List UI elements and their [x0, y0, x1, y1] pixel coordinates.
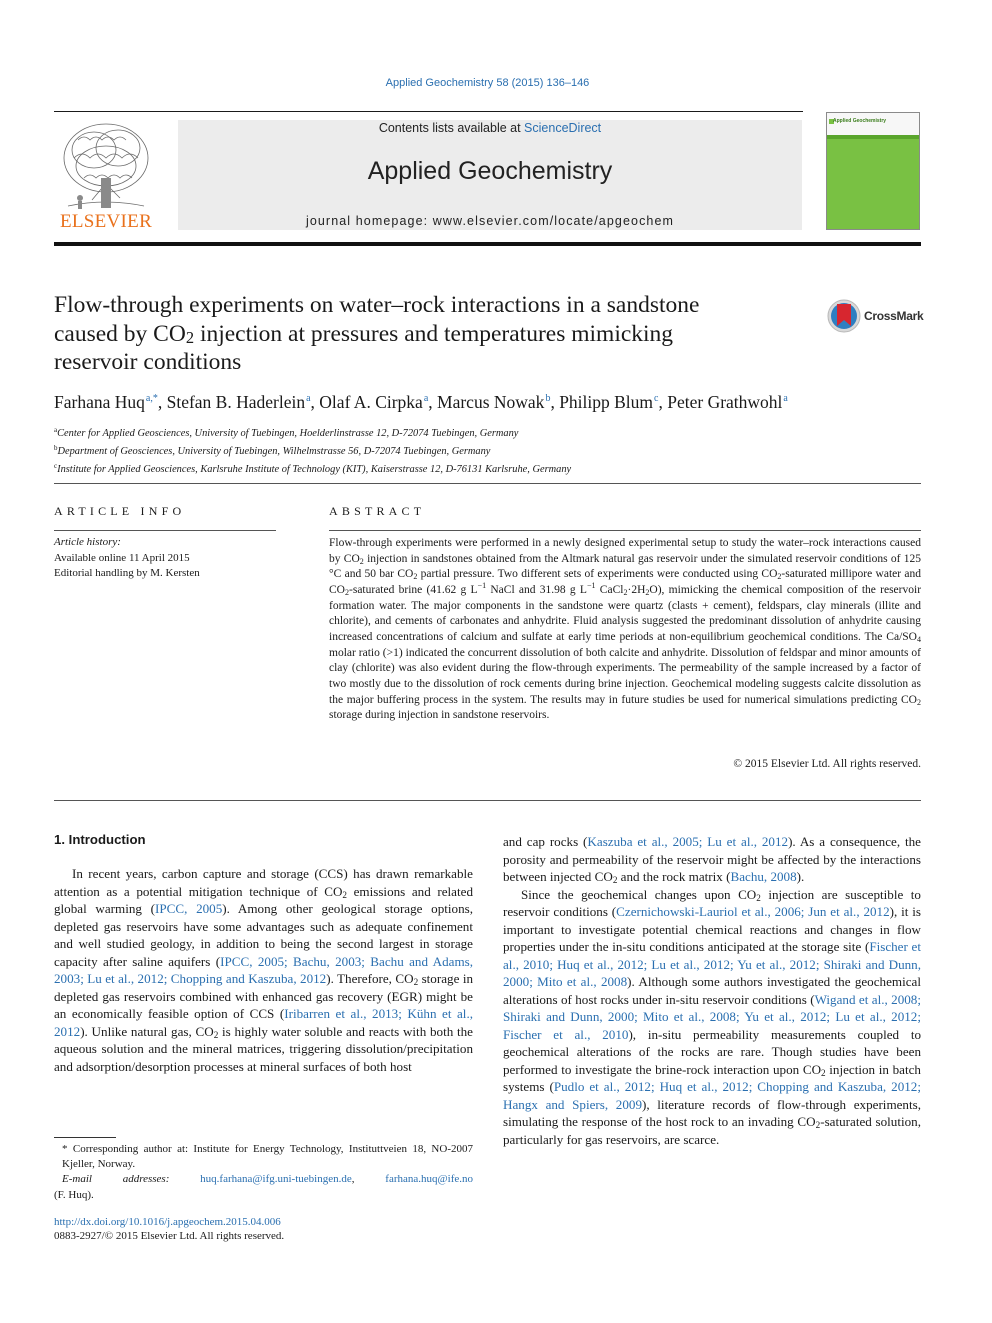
- abstract-text: Flow-through experiments were performed in a newly designed experimental setup to study the water–rock interactions caused by $CO_2$ injection in sandstones obtained from the Altmark natural gas reservoir under the simulated reservoir conditions of 125 °C and 50 bar $CO_2$ partial pressure. Two different sets of experiments were conducted using $CO_2$-saturated millipore water and $CO_2$-saturated brine (41.62 g $L^{-1}$ NaCl and 31.98 g $L^{-1}$ $CaCl_2\cdot 2H_2O$), mimicking the chemical composition of the reservoir formation water. The major components in the sandstone were quartz (clasts + cement), feldspars, clay minerals (illite and chlorite), and cements of carbonates and anhydrite. Fluid analysis suggested the predominant dissolution of anhydrite causing increased concentrations of calcium and sulfate at early time periods at non-equilibrium geochemical conditions. The $Ca/SO_4$ molar ratio (>1) indicated the concurrent dissolution of both calcite and anhydrite. Dissolution of feldspar and minor amounts of clay (chlorite) was also evident during the flow-through experiments. The permeability of the sample increased by a factor of two mostly due to the dissolution of rock cements during brine injection. Geochemical modeling suggests calcite dissolution as the major buffering process in the system. The results may in future studies be used for numerical simulations predicting $CO_2$ storage during injection in sandstone reservoirs.: [329, 537, 922, 722]
- author-name: Olaf A. Cirpka: [319, 392, 423, 412]
- author-affil-mark[interactable]: a: [423, 393, 429, 404]
- intro-paragraph-2: Since the geochemical changes upon $CO_2$ injection are susceptible to reservoir conditions (Czernichowski-Lauriol et al., 2006; Jun et al., 2012), it is important to investigate potential chemical reactions and changes in flow properties under the in-situ conditions anticipated at the storage site (Fischer et al., 2010; Huq et al., 2012; Lu et al., 2012; Yu et al., 2012; Shiraki and Dunn, 2000; Mito et al., 2008). Although some authors investigated the geochemical alterations of host rocks under in-situ reservoir conditions (Wigand et al., 2008; Shiraki and Dunn, 2000; Mito et al., 2008; Yu et al., 2012; Lu et al., 2012; Fischer et al., 2010), in-situ permeability measurements coupled to geochemical alterations of the rocks are rare. Though studies have been performed to investigate the brine-rock interaction upon $CO_2$ injection in batch systems (Pudlo et al., 2012; Huq et al., 2012; Chopping and Kaszuba, 2012; Hangx and Spiers, 2009), literature records of flow-through experiments, simulating the response of the host rock to an invading $CO_2$-saturated solution, particularly for gas reservoirs, are scarce.: [503, 886, 921, 1147]
- cover-band: [827, 135, 919, 139]
- journal-citation[interactable]: Applied Geochemistry 58 (2015) 136–146: [385, 77, 590, 89]
- footnote-block: [54, 1142, 473, 1203]
- affiliation-item: [54, 441, 934, 459]
- affiliation-list: [54, 423, 934, 477]
- header-thick-rule: [54, 242, 921, 246]
- elsevier-wordmark: ELSEVIER: [59, 211, 153, 232]
- journal-name: Applied Geochemistry: [367, 157, 613, 185]
- section-heading-introduction: 1. Introduction: [54, 832, 146, 847]
- author-affil-mark[interactable]: b: [545, 393, 551, 404]
- editorial-handling: Editorial handling by M. Kersten: [54, 567, 200, 580]
- abstract-rule: [329, 530, 921, 531]
- author-name: Philipp Blum: [559, 392, 654, 412]
- journal-cover-thumbnail[interactable]: [826, 112, 920, 230]
- affiliation-item: [54, 423, 934, 441]
- author-affil-mark[interactable]: a,*: [145, 393, 158, 404]
- intro-paragraph-1-cont: and cap rocks (Kaszuba et al., 2005; Lu et al., 2012). As a consequence, the porosity and permeability of the reservoir might be affected by the interactions between injected $CO_2$ and the rock matrix (Bachu, 2008).: [503, 834, 921, 885]
- body-rule: [54, 800, 921, 801]
- issn-line: 0883-2927/© 2015 Elsevier Ltd. All rights reserved.: [54, 1230, 285, 1242]
- author-affil-mark[interactable]: c: [654, 393, 659, 404]
- article-info: [54, 535, 276, 582]
- email-link-1[interactable]: huq.farhana@ifg.uni-tuebingen.de: [200, 1173, 352, 1186]
- affiliation-rule: [54, 483, 921, 484]
- title-line-3: reservoir conditions: [54, 349, 242, 375]
- abstract-heading: ABSTRACT: [329, 504, 426, 518]
- header-rule: [54, 111, 803, 112]
- author-name: Marcus Nowak: [437, 392, 545, 412]
- corresponding-author-note: * Corresponding author at: Institute for Energy Technology, Instituttveien 18, NO-2007 Kjeller, Norway.: [62, 1143, 473, 1171]
- email-label: E-mail addresses:: [62, 1173, 170, 1186]
- crossmark-label[interactable]: CrossMark: [864, 309, 924, 323]
- author-affil-mark[interactable]: a: [783, 393, 788, 404]
- footnote-rule: [54, 1137, 116, 1138]
- article-info-heading: ARTICLE INFO: [54, 504, 186, 518]
- title-line-2: [54, 320, 814, 349]
- article-info-rule: [54, 530, 276, 531]
- email-link-2[interactable]: farhana.huq@ife.no: [385, 1173, 473, 1186]
- abstract-copyright: © 2015 Elsevier Ltd. All rights reserved.: [733, 758, 921, 770]
- article-title: [54, 291, 814, 377]
- affiliation-item: [54, 459, 934, 477]
- author-list: Farhana Huq$^{a,*}$, Stefan B. Haderlein$^a$, Olaf A. Cirpka$^a$, Marcus Nowak$^b$, Philipp Blum$^c$, Peter Grathwohl$^a$: [54, 392, 788, 412]
- author-affil-mark[interactable]: a: [306, 393, 311, 404]
- title-part: caused by CO: [54, 320, 186, 347]
- affiliation-key: a: [54, 426, 58, 434]
- author-name: Farhana Huq: [54, 392, 145, 412]
- affiliation-text: Center for Applied Geosciences, University of Tuebingen, Hoelderlinstrasse 12, D-72074 Tuebingen, Germany: [57, 428, 519, 439]
- intro-paragraph-1: In recent years, carbon capture and storage (CCS) has drawn remarkable attention as a potential mitigation technique of $CO_2$ emissions and related global warming (IPCC, 2005). Among other geological storage options, depleted gas reservoirs have some advantages such as adequate confinement and well studied geology, in addition to being the second largest in storage capacity after saline aquifers (IPCC, 2005; Bachu, 2003; Bachu and Adams, 2003; Lu et al., 2012; Chopping and Kaszuba, 2012). Therefore, $CO_2$ storage in depleted gas reservoirs combined with enhanced gas recovery (EGR) might be an economically feasible option of CCS (Iribarren et al., 2013; Kühn et al., 2012). Unlike natural gas, $CO_2$ is highly water soluble and reacts with both the aqueous solution and the mineral matrices, triggering dissolution/precipitation and adsorption/desorption processes at mineral surfaces of both host: [54, 866, 474, 1074]
- history-label: Article history:: [54, 536, 121, 548]
- available-online: Available online 11 April 2015: [54, 551, 190, 564]
- title-line-1: Flow-through experiments on water–rock interactions in a sandstone: [54, 292, 700, 318]
- author-name: Stefan B. Haderlein: [166, 392, 306, 412]
- email-note: E-mail addresses: huq.farhana@ifg.uni-tuebingen.de, farhana.huq@ife.no: [62, 1173, 473, 1186]
- affiliation-text: Department of Geosciences, University of Tuebingen, Wilhelmstrasse 56, D-72074 Tuebingen, Germany: [57, 446, 491, 457]
- body-column-left: [54, 849, 473, 1075]
- affiliation-text: Institute for Applied Geosciences, Karlsruhe Institute of Technology (KIT), Kaiserstrasse 12, D-76131 Karlsruhe, Germany: [57, 464, 572, 475]
- body-column-right: [503, 833, 921, 1148]
- doi-link[interactable]: http://dx.doi.org/10.1016/j.apgeochem.2015.04.006: [54, 1216, 281, 1228]
- contents-prefix: Contents lists available at: [378, 121, 525, 135]
- affiliation-key: b: [54, 444, 58, 452]
- contents-line: [178, 121, 802, 135]
- cover-title: Applied Geochemistry: [833, 118, 887, 124]
- cover-header: [827, 113, 919, 135]
- email-owner: (F. Huq).: [54, 1188, 94, 1201]
- journal-homepage[interactable]: journal homepage: www.elsevier.com/locate/apgeochem: [305, 214, 675, 228]
- sciencedirect-link[interactable]: ScienceDirect: [524, 121, 602, 135]
- title-subscript: 2: [185, 327, 195, 347]
- author-name: Peter Grathwohl: [667, 392, 783, 412]
- title-part: injection at pressures and temperatures mimicking: [194, 320, 674, 347]
- affiliation-key: c: [54, 462, 58, 470]
